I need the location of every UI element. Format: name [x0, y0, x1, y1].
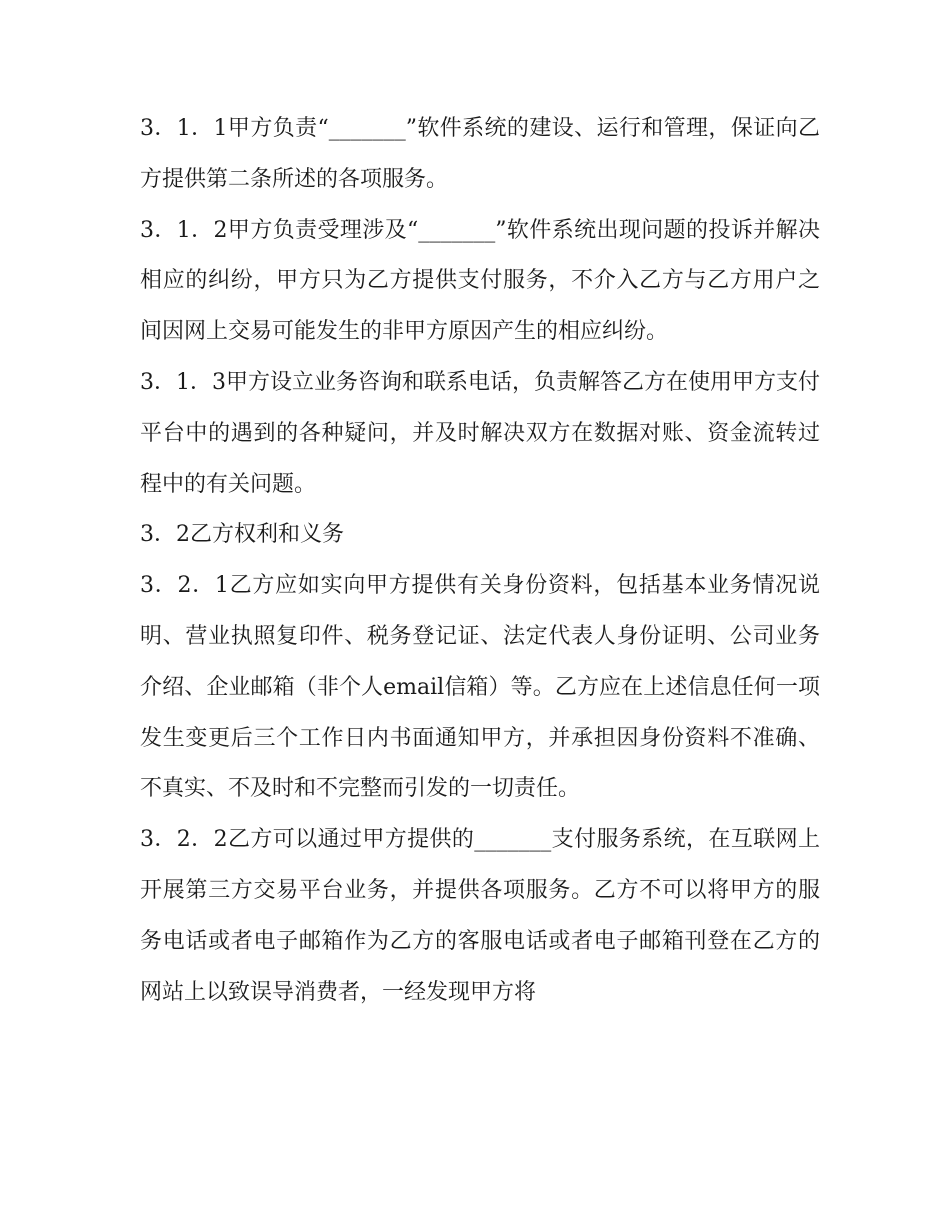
section-heading-3-2: 3．2乙方权利和义务 [140, 522, 344, 548]
clause-3-2-2: 3．2．2乙方可以通过甲方提供的_______支付服务系统，在互联网上开展第三方交易平台业务，并提供各项服务。乙方不可以将甲方的服务电话或者电子邮箱作为乙方的客服电话或者电子邮箱刊登在乙方的网站上以致误导消费者，一经发现甲方将 [140, 827, 820, 1005]
document-body [140, 104, 820, 1018]
clause-3-2-1: 3．2．1乙方应如实向甲方提供有关身份资料，包括基本业务情况说明、营业执照复印件、税务登记证、法定代表人身份证明、公司业务介绍、企业邮箱（非个人email信箱）等。乙方应在上述信息任何一项发生变更后三个工作日内书面通知甲方，并承担因身份资料不准确、不真实、不及时和不完整而引发的一切责任。 [140, 573, 820, 802]
clause-3-1-3: 3．1．3甲方设立业务咨询和联系电话，负责解答乙方在使用甲方支付平台中的遇到的各种疑问，并及时解决双方在数据对账、资金流转过程中的有关问题。 [140, 369, 820, 497]
clause-3-1-2: 3．1．2甲方负责受理涉及“_______”软件系统出现问题的投诉并解决相应的纠纷，甲方只为乙方提供支付服务，不介入乙方与乙方用户之间因网上交易可能发生的非甲方原因产生的相应纠纷。 [140, 217, 820, 345]
clause-3-1-1: 3．1．1甲方负责“_______”软件系统的建设、运行和管理，保证向乙方提供第二条所述的各项服务。 [140, 116, 820, 192]
